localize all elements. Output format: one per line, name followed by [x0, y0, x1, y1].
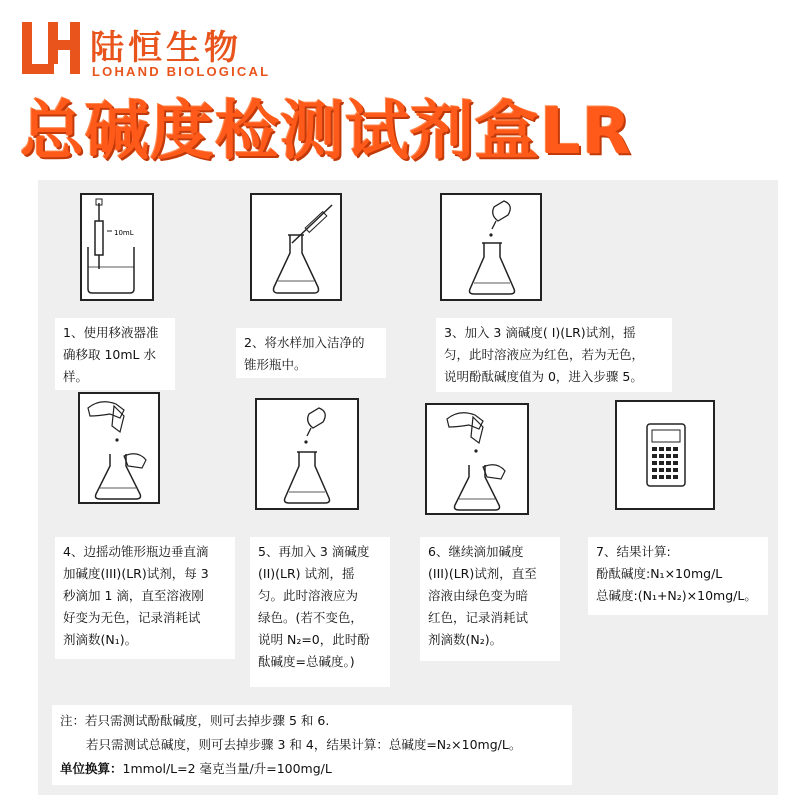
- step-7-text: 7、结果计算: 酚酞碱度:N₁×10mg/L 总碱度:(N₁+N₂)×10mg/L。: [588, 537, 768, 615]
- notes-section: [52, 705, 572, 785]
- dropper-flask-icon: [442, 195, 540, 299]
- pipette-flask-icon: [252, 195, 340, 299]
- step-1-illustration: [80, 193, 154, 301]
- pipette-beaker-icon: [82, 195, 152, 299]
- step-2-illustration: [250, 193, 342, 301]
- brand-name-cn: 陆恒生物: [90, 28, 242, 68]
- hand-dropper-flask-icon: [80, 394, 158, 502]
- brand-name-en: LOHAND BIOLOGICAL: [92, 64, 271, 79]
- calculator-icon: [617, 402, 713, 508]
- step-5-text: 5、再加入 3 滴碱度 (II)(LR) 试剂，摇 匀。此时溶液应为 绿色。(若不变色， 说明 N₂=0，此时酚 酞碱度=总碱度。): [250, 537, 390, 687]
- step-2-text: 2、将水样加入洁净的 锥形瓶中。: [236, 328, 386, 378]
- lohand-logo-icon: [18, 18, 80, 78]
- step-6-illustration: [425, 403, 529, 515]
- step-3-illustration: [440, 193, 542, 301]
- step-5-illustration: [255, 398, 359, 510]
- step-4-illustration: [78, 392, 160, 504]
- page-title: 总碱度检测试剂盒LR: [20, 95, 633, 169]
- dropper-flask-icon: [257, 400, 357, 508]
- hand-dropper-flask-icon: [427, 405, 527, 513]
- step-7-illustration: [615, 400, 715, 510]
- unit-conversion-label: 单位换算：: [60, 761, 123, 776]
- unit-conversion: [60, 757, 564, 781]
- unit-conversion-value: 1mmol/L=2 毫克当量/升=100mg/L: [122, 761, 332, 776]
- step-1-text: 1、使用移液器准 确移取 10mL 水 样。: [55, 318, 175, 390]
- step-4-text: 4、边摇动锥形瓶边垂直滴 加碱度(III)(LR)试剂，每 3 秒滴加 1 滴，直至溶液刚 好变为无色，记录消耗试 剂滴数(N₁)。: [55, 537, 235, 659]
- header: [0, 0, 800, 185]
- step-3-text: 3、加入 3 滴碱度( Ⅰ)(LR)试剂，摇 匀，此时溶液应为红色，若为无色， 说明酚酞碱度值为 0，进入步骤 5。: [436, 318, 672, 392]
- note-line-1: 注：若只需测试酚酞碱度，则可去掉步骤 5 和 6.: [60, 713, 330, 728]
- scale-label: 10mL: [114, 229, 134, 237]
- note-line-2: 若只需测试总碱度，则可去掉步骤 3 和 4，结果计算：总碱度=N₂×10mg/L。: [86, 737, 522, 752]
- step-6-text: 6、继续滴加碱度 (III)(LR)试剂，直至 溶液由绿色变为暗 红色，记录消耗试 剂滴数(N₂)。: [420, 537, 560, 661]
